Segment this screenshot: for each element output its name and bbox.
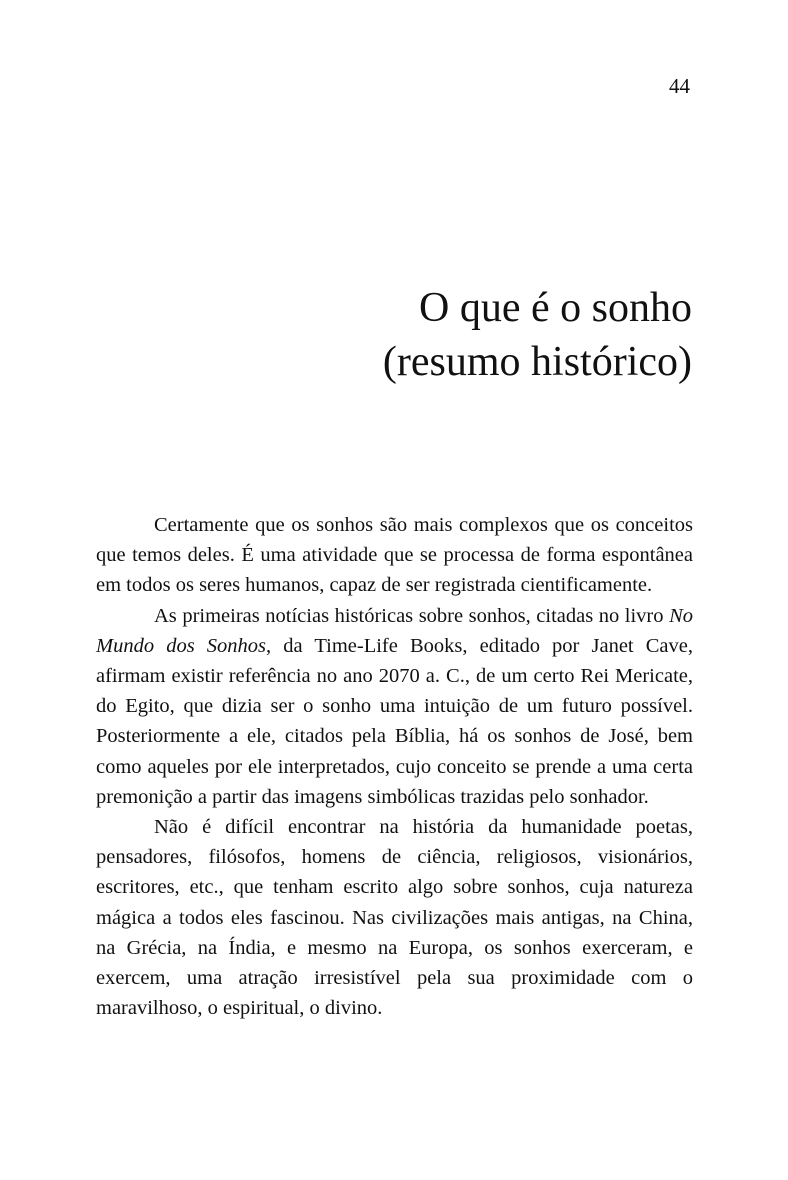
chapter-title-line-1: O que é o sonho: [419, 285, 692, 331]
page-number: 44: [669, 74, 690, 98]
paragraph-2-before: As primeiras notícias históricas sobre sonhos, citadas no livro: [154, 604, 670, 627]
chapter-title: [383, 281, 692, 389]
chapter-title-line-2: (resumo histórico): [382, 339, 692, 385]
paragraph-2: [96, 601, 693, 812]
paragraph-3: Não é difícil encontrar na história da humanidade poetas, pensadores, filósofos, homens de ciência, religiosos, visionários, escritores, etc., que tenham escrito algo sobre sonhos, cuja natureza mágica a todos eles fascinou. Nas civilizações mais antigas, na China, na Grécia, na Índia, e mesmo na Europa, os sonhos exerceram, e exercem, uma atração irresistível pela sua proximidade com o maravilhoso, o espiritual, o divino.: [96, 816, 693, 1020]
paragraph-2-after: , da Time-Life Books, editado por Janet Cave, afirmam existir referência no ano 2070 a. C., de um certo Rei Mericate, do Egito, que dizia ser o sonho uma intuição de um futuro possível. Posteriormente a ele, citados pela Bíblia, há os sonhos de José, bem como aqueles por ele interpretados, cujo conceito se prende a uma certa premonição a partir das imagens simbólicas trazidas pelo sonhador.: [96, 634, 693, 808]
body-text: [96, 510, 693, 1023]
book-title: No Mundo dos Sonhos: [96, 604, 693, 657]
paragraph-1: Certamente que os sonhos são mais complexos que os conceitos que temos deles. É uma atividade que se processa de forma espontânea em todos os seres humanos, capaz de ser registrada cientificamente.: [96, 514, 693, 597]
